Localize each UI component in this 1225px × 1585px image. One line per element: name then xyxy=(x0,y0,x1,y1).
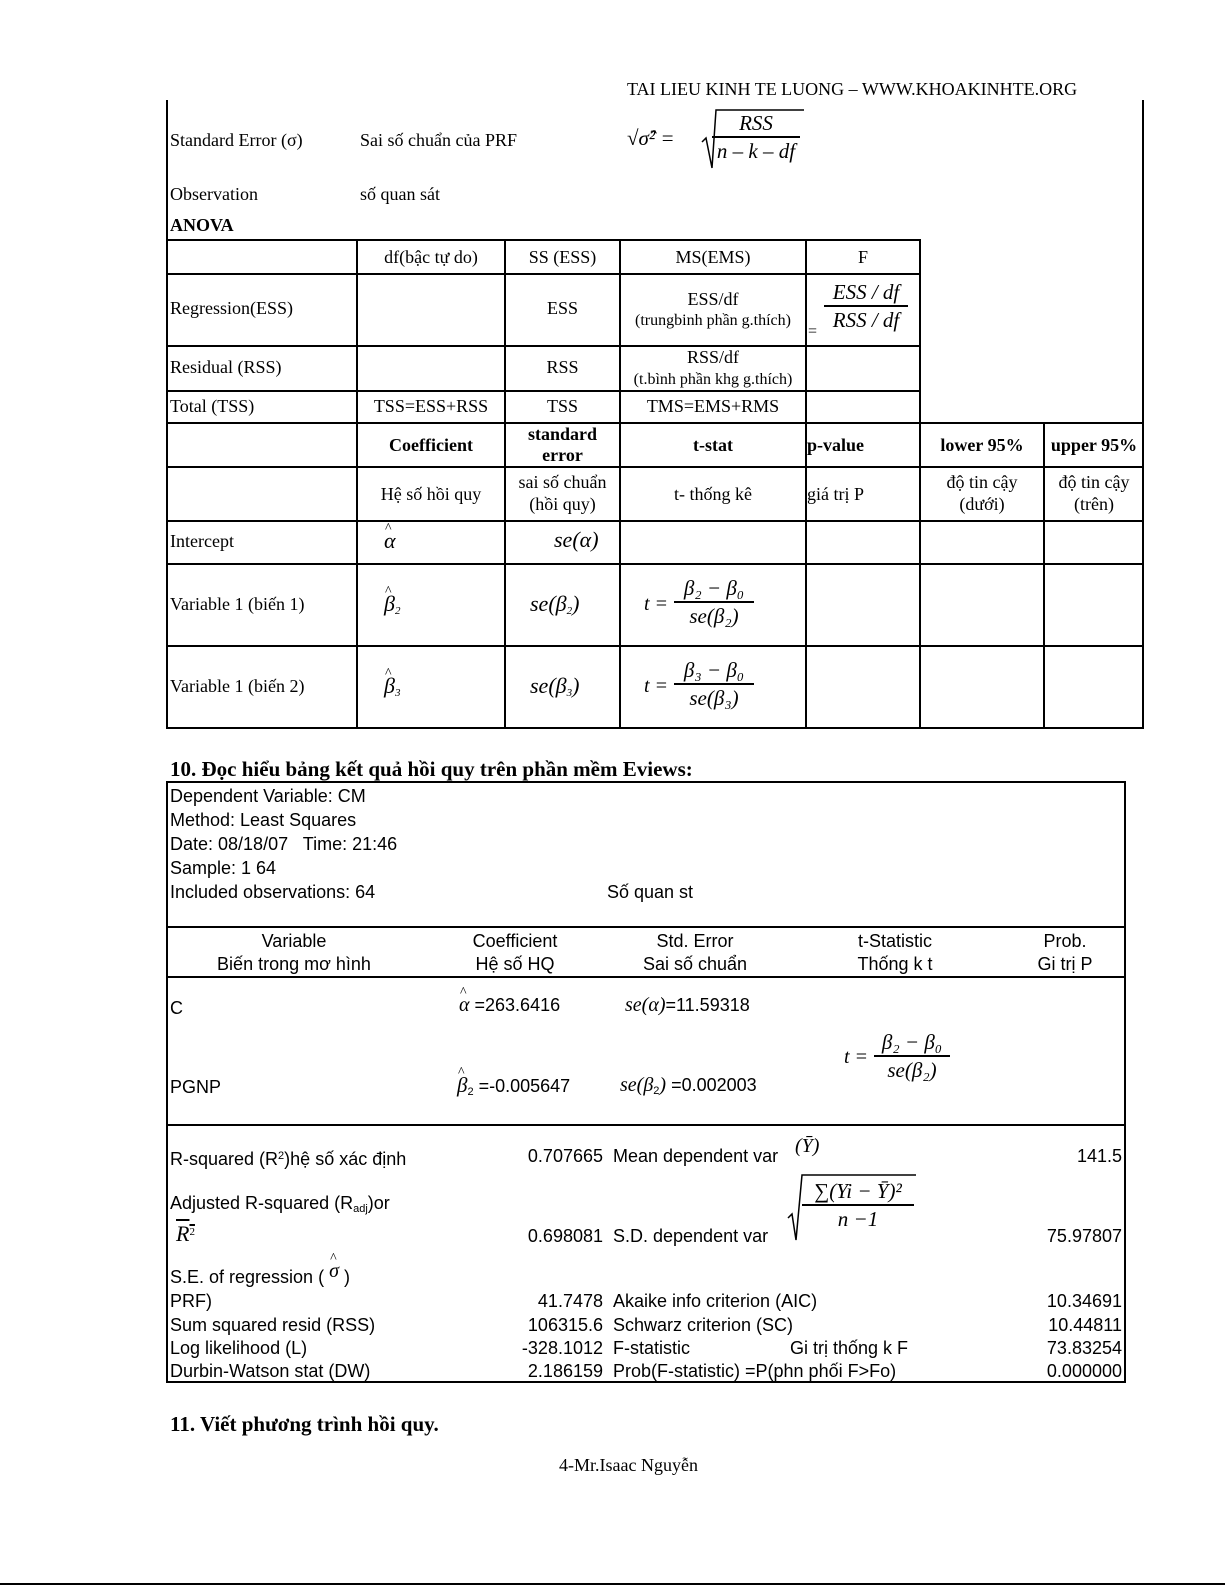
coef-row-var2-t-lhs: t = xyxy=(644,675,669,697)
stat-aic-label: Akaike info criterion (AIC) xyxy=(613,1291,818,1311)
stat-adj-r-squared-symbol: $R^2$ xyxy=(176,1221,195,1246)
coef-row-intercept-label: Intercept xyxy=(170,531,234,551)
stat-dw-label: Durbin-Watson stat (DW) xyxy=(170,1361,371,1381)
coef-header-se-2: error xyxy=(542,445,583,465)
anova-row-total-df: TSS=ESS+RSS xyxy=(373,396,489,416)
anova-f-equals: = xyxy=(808,323,818,340)
coef-line xyxy=(166,422,1144,424)
anova-header-df: df(bậc tự do) xyxy=(384,247,478,267)
eviews-header-stderror: Std. Error xyxy=(656,931,734,951)
stat-se-regression-value: 41.7478 xyxy=(537,1291,603,1311)
eviews-row-pgnp-var: PGNP xyxy=(170,1077,222,1097)
coef-row-var2-label: Variable 1 (biến 2) xyxy=(170,676,305,696)
eviews-method: Method: Least Squares xyxy=(170,810,357,830)
eviews-header-tstat: t-Statistic xyxy=(857,931,932,951)
anova-f-formula: ESS / df RSS / df xyxy=(824,279,908,333)
anova-row-regression-ss: ESS xyxy=(546,298,579,318)
coef-line xyxy=(1043,422,1045,729)
coef-line xyxy=(805,422,807,729)
section-11-title: 11. Viết phương trình hồi quy. xyxy=(170,1412,439,1436)
stat-loglik-label: Log likelihood (L) xyxy=(170,1338,308,1358)
eviews-row-pgnp-se: $se(\beta_2) =0.002003$ xyxy=(620,1074,757,1097)
coef-header-pvalue: p-value xyxy=(807,435,865,455)
stat-mean-dep-value: 141.5 xyxy=(1076,1146,1122,1166)
eviews-row-pgnp-t-formula: β₂ − β₀ se(β₂) xyxy=(874,1029,950,1083)
anova-header-f: F xyxy=(857,247,868,267)
anova-row-residual-ss: RSS xyxy=(546,357,579,377)
desc-observation: số quan sát xyxy=(360,184,440,204)
eviews-row-pgnp-t-lhs: t = xyxy=(844,1046,869,1068)
stat-sd-dep-value: 75.97807 xyxy=(1046,1226,1122,1246)
eviews-header-stderror-vi: Sai số chuẩn xyxy=(642,954,748,974)
section-10-title: 10. Đọc hiểu bảng kết quả hồi quy trên phần mềm Eviews: xyxy=(170,757,693,781)
eviews-divider xyxy=(166,976,1126,978)
stat-mean-dep-label: Mean dependent var xyxy=(613,1146,779,1166)
coef-row-var1-label: Variable 1 (biến 1) xyxy=(170,594,305,614)
eviews-header-variable-vi: Biến trong mơ hình xyxy=(217,954,371,974)
page-footer: 4-Mr.Isaac Nguyễn xyxy=(559,1455,698,1475)
anova-row-total-ss: TSS xyxy=(546,396,579,416)
coef-row-var2-se: $se(\beta_3)$ xyxy=(530,673,580,699)
stat-loglik-value: -328.1012 xyxy=(521,1338,603,1358)
stat-fstat-label: F-statistic xyxy=(613,1338,691,1358)
page-header: TAI LIEU KINH TE LUONG – WWW.KHOAKINHTE.ORG xyxy=(627,79,1078,99)
eviews-row-pgnp-coef: ^ $\beta_2 =-0.005647$ xyxy=(457,1074,570,1103)
eviews-sample: Sample: 1 64 xyxy=(170,858,277,878)
anova-row-regression-ms: ESS/df xyxy=(687,289,739,309)
coef-header-vi-lo-1: độ tin cậy xyxy=(946,472,1018,492)
stat-se-regression-label: S.E. of regression ( ^ σ ) xyxy=(170,1266,350,1288)
stat-rss-value: 106315.6 xyxy=(527,1315,603,1335)
eviews-row-c-coef: ^ α =263.6416 xyxy=(459,994,560,1016)
anova-row-residual-label: Residual (RSS) xyxy=(170,357,282,377)
eviews-obs-note: Số quan st xyxy=(607,882,694,902)
stat-sc-label: Schwarz criterion (SC) xyxy=(613,1315,794,1335)
stat-sd-dep-formula: ∑(Yi − Ȳ)² n −1 xyxy=(802,1178,914,1232)
table-border-right xyxy=(1142,100,1144,729)
coef-header-coefficient: Coefficient xyxy=(389,435,473,455)
sigma-formula-fraction: RSS n – k – df xyxy=(712,110,800,164)
stat-sd-dep-label: S.D. dependent var xyxy=(613,1226,769,1246)
coef-line xyxy=(166,727,1144,729)
stat-se-regression-label-2: PRF) xyxy=(170,1291,212,1311)
anova-row-regression-ms-note: (trungbinh phần g.thích) xyxy=(635,312,791,329)
stat-dw-value: 2.186159 xyxy=(527,1361,603,1381)
anova-header-ms: MS(EMS) xyxy=(675,247,751,267)
coef-header-upper95: upper 95% xyxy=(1050,435,1138,455)
eviews-header-variable: Variable xyxy=(261,931,327,951)
coef-header-vi-se-2: (hồi quy) xyxy=(529,494,596,514)
stat-fstat-note: Gi trị thống k F xyxy=(790,1338,909,1358)
coef-header-vi-hi-2: (trên) xyxy=(1074,494,1114,514)
eviews-row-c-var: C xyxy=(170,998,183,1018)
eviews-header-tstat-vi: Thống k t xyxy=(857,954,933,974)
coef-line xyxy=(166,563,1144,565)
eviews-header-prob: Prob. xyxy=(1043,931,1087,951)
eviews-divider xyxy=(166,1124,1126,1126)
eviews-header-coefficient: Coefficient xyxy=(472,931,558,951)
eviews-row-c-se: se(α)=11.59318 xyxy=(625,994,750,1016)
stat-prob-f-label: Prob(F-statistic) =P(phn phối F>Fo) xyxy=(613,1361,897,1381)
table-border-left xyxy=(166,100,168,729)
coef-row-var1-t-lhs: t = xyxy=(644,593,669,615)
stat-fstat-value: 73.83254 xyxy=(1046,1338,1122,1358)
coef-line xyxy=(166,520,1144,522)
eviews-date-time: Date: 08/18/07 Time: 21:46 xyxy=(170,834,398,854)
eviews-dependent-variable: Dependent Variable: CM xyxy=(170,786,366,806)
coef-header-vi-t: t- thống kê xyxy=(674,484,752,504)
coef-header-vi-hi-1: độ tin cậy xyxy=(1058,472,1130,492)
coef-row-intercept-se: se(α) xyxy=(554,527,599,552)
coef-header-tstat: t-stat xyxy=(693,435,733,455)
coef-row-var2-t-formula: β₃ − β₀ se(β₃) xyxy=(674,657,754,711)
coef-line xyxy=(504,422,506,729)
coef-row-var1-coef: ^ $\beta_2$ xyxy=(384,594,400,621)
coef-header-vi-coef: Hệ số hồi quy xyxy=(380,484,482,504)
eviews-divider xyxy=(166,926,1126,928)
coef-line xyxy=(356,422,358,729)
coef-row-intercept-coef: ^ α xyxy=(384,531,396,551)
stat-adj-r-squared-value: 0.698081 xyxy=(527,1226,603,1246)
anova-line xyxy=(919,239,921,423)
anova-row-total-ms: TMS=EMS+RMS xyxy=(646,396,780,416)
term-standard-error: Standard Error (σ) xyxy=(170,130,303,150)
coef-header-vi-se-1: sai số chuẩn xyxy=(518,472,607,492)
coef-header-vi-p: giá trị P xyxy=(807,484,864,504)
stat-r-squared-label: R-squared $(R^2)hệ$ số xác định xyxy=(170,1149,407,1169)
coef-row-var1-se: $se(\beta_2)$ xyxy=(530,591,580,617)
coef-line xyxy=(166,466,1144,468)
stat-rss-label: Sum squared resid (RSS) xyxy=(170,1315,376,1335)
stat-r-squared-value: 0.707665 xyxy=(527,1146,603,1166)
coef-line xyxy=(619,422,621,729)
coef-line xyxy=(919,422,921,729)
coef-header-lower95: lower 95% xyxy=(940,435,1024,455)
eviews-observations: Included observations: 64 xyxy=(170,882,376,902)
eviews-header-prob-vi: Gi trị P xyxy=(1037,954,1093,974)
stat-mean-dep-symbol: (Ȳ) xyxy=(795,1135,820,1157)
stat-aic-value: 10.34691 xyxy=(1046,1291,1122,1311)
anova-row-total-label: Total (TSS) xyxy=(170,396,255,416)
sigma-formula-lhs: √σ̂² = xyxy=(627,126,675,150)
coef-row-var2-coef: ^ $\beta_3$ xyxy=(384,676,400,703)
coef-header-se-1: standard xyxy=(527,424,598,444)
anova-row-residual-ms: RSS/df xyxy=(686,347,740,367)
stat-sc-value: 10.44811 xyxy=(1048,1315,1122,1335)
coef-line xyxy=(166,645,1144,647)
anova-row-residual-ms-note: (t.bình phần khg g.thích) xyxy=(633,371,793,388)
stat-adj-r-squared-label: Adjusted R-squared $(R_{adj})or$ xyxy=(170,1193,390,1215)
coef-header-vi-lo-2: (dưới) xyxy=(959,494,1005,514)
desc-standard-error: Sai số chuẩn của PRF xyxy=(360,130,517,150)
term-observation: Observation xyxy=(170,184,258,204)
stat-prob-f-value: 0.000000 xyxy=(1046,1361,1122,1381)
coef-row-var1-t-formula: β₂ − β₀ se(β₂) xyxy=(674,575,754,629)
anova-row-regression-label: Regression(ESS) xyxy=(170,298,293,318)
anova-title: ANOVA xyxy=(170,215,234,235)
anova-header-ss: SS (ESS) xyxy=(528,247,597,267)
eviews-header-coefficient-vi: Hệ số HQ xyxy=(475,954,555,974)
